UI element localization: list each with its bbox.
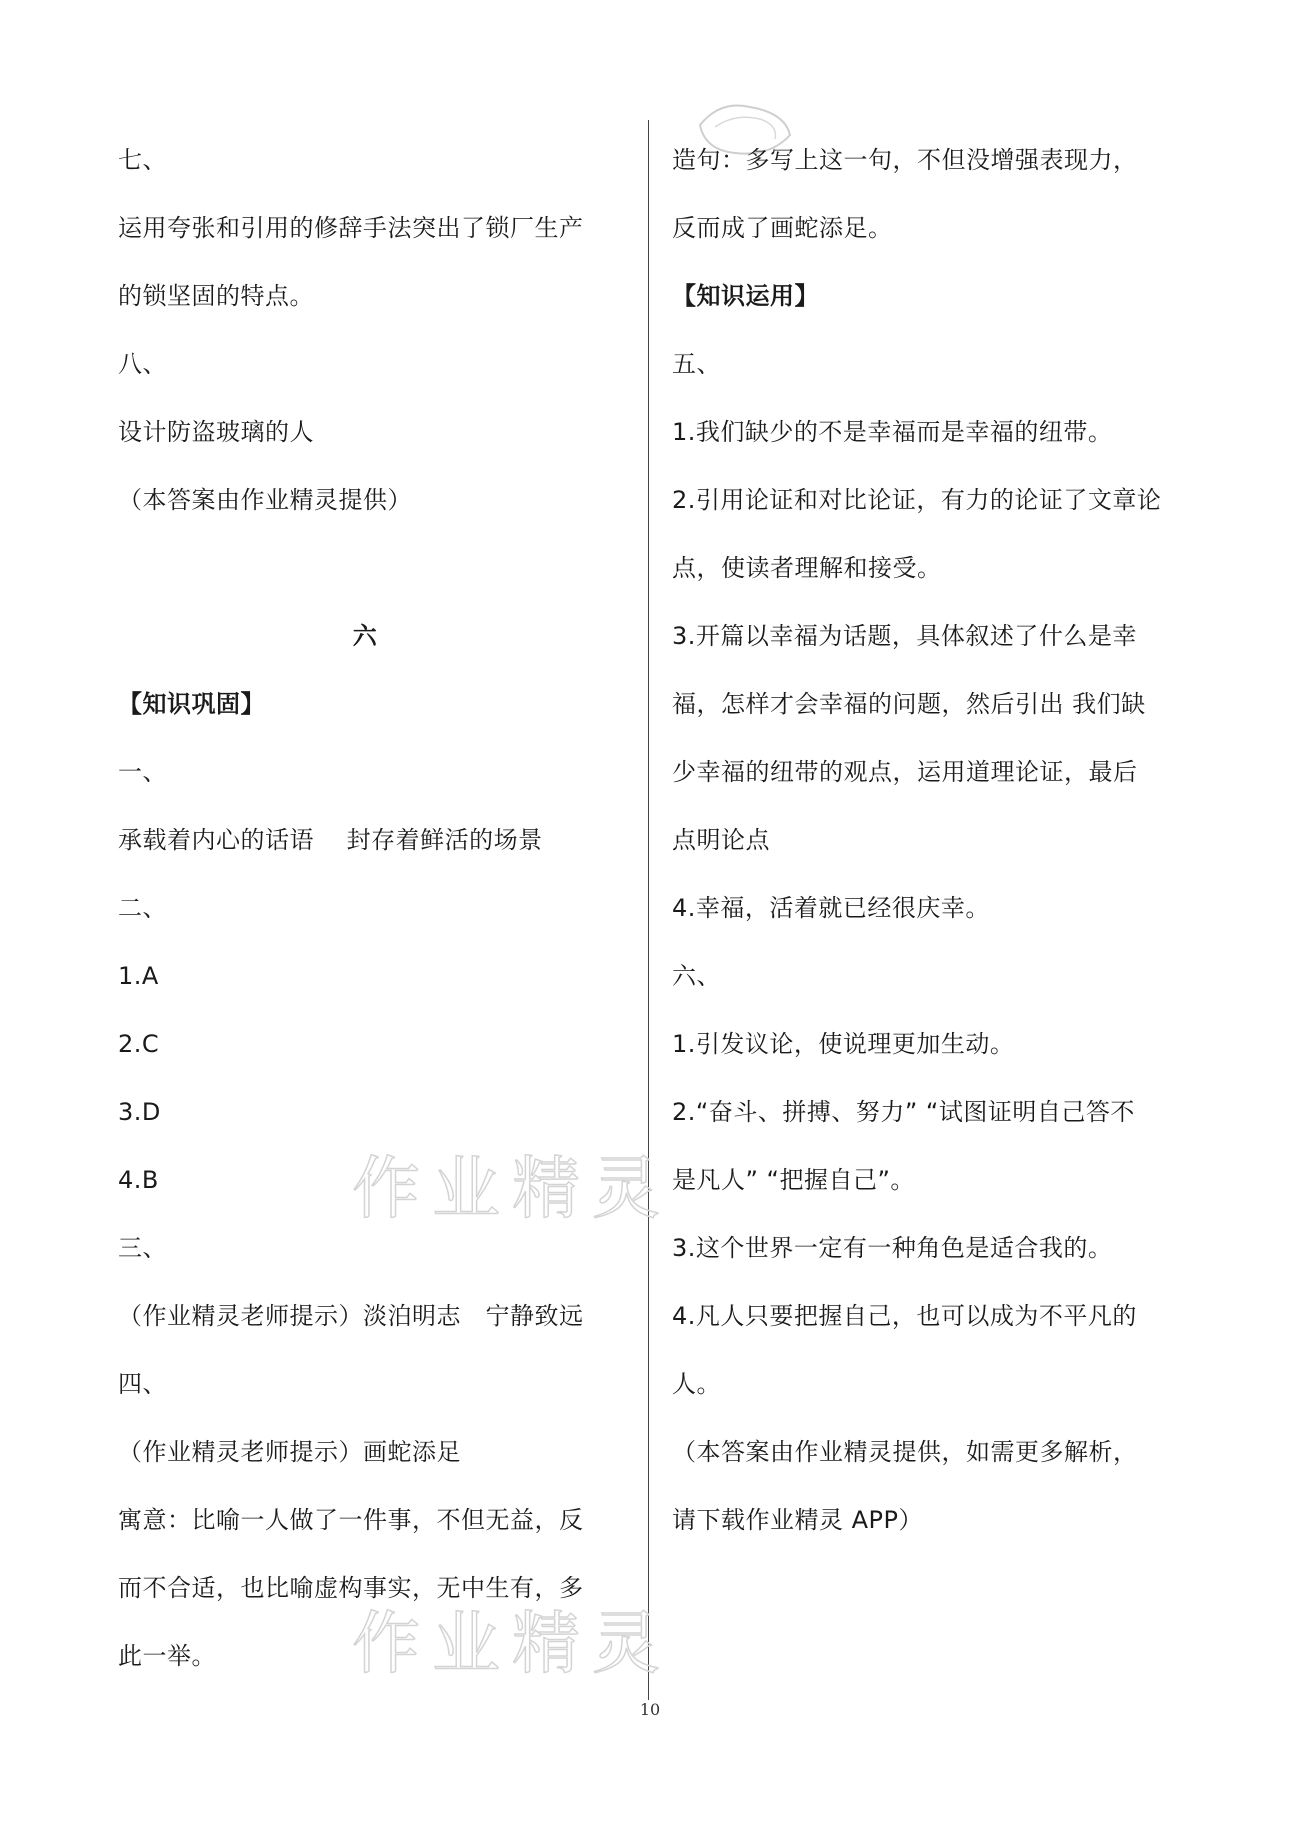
left-column-line: 4.B (118, 1166, 159, 1194)
right-column-line: 点明论点 (672, 826, 770, 854)
left-column-line: 二、 (118, 894, 167, 922)
right-column-line: 3.开篇以幸福为话题，具体叙述了什么是幸 (672, 622, 1137, 650)
watermark-text: 作业精灵 (352, 1605, 673, 1684)
left-column-line: 的锁坚固的特点。 (118, 282, 314, 310)
left-column-line: 八、 (118, 350, 167, 378)
right-column-line: 少幸福的纽带的观点，运用道理论证，最后 (672, 758, 1138, 786)
left-column-line: 运用夸张和引用的修辞手法突出了锁厂生产 (118, 214, 584, 242)
left-column (118, 126, 638, 1690)
section-heading: 【知识巩固】 (118, 690, 265, 718)
left-column-line: 一、 (118, 758, 167, 786)
right-column-line: （本答案由作业精灵提供，如需更多解析， (672, 1438, 1138, 1466)
section-heading: 【知识运用】 (672, 282, 819, 310)
left-column-line: 四、 (118, 1370, 167, 1398)
page-number: 10 (639, 1700, 661, 1719)
left-column-line: （作业精灵老师提示）淡泊明志 宁静致远 (118, 1302, 584, 1330)
right-column-line: 反而成了画蛇添足。 (672, 214, 893, 242)
spacer (118, 534, 638, 602)
left-column-line: 承载着内心的话语 封存着鲜活的场景 (118, 826, 543, 854)
left-column-line: 七、 (118, 146, 167, 174)
right-column-line: 1.引发议论，使说理更加生动。 (672, 1030, 1015, 1058)
right-column-line: 2.引用论证和对比论证，有力的论证了文章论 (672, 486, 1162, 514)
left-column-line: 3.D (118, 1098, 161, 1126)
left-column-line: 设计防盗玻璃的人 (118, 418, 314, 446)
right-column-line: 4.凡人只要把握自己，也可以成为不平凡的 (672, 1302, 1137, 1330)
right-column-line: 4.幸福，活着就已经很庆幸。 (672, 894, 990, 922)
right-column-line: 是凡人” “把握自己”。 (672, 1166, 915, 1194)
right-column-line: 造句：多写上这一句，不但没增强表现力， (672, 146, 1138, 174)
right-column-line: 六、 (672, 962, 721, 990)
right-column-line: 2.“奋斗、拼搏、努力” “试图证明自己答不 (672, 1098, 1135, 1126)
left-column-line: （本答案由作业精灵提供） (118, 486, 412, 514)
left-column-line: 寓意：比喻一人做了一件事，不但无益，反 (118, 1506, 584, 1534)
left-column-line: 2.C (118, 1030, 160, 1058)
watermark-text: 作业精灵 (352, 1150, 673, 1229)
left-column-line: 1.A (118, 962, 159, 990)
left-column-line: 此一举。 (118, 1642, 216, 1670)
right-column-line: 五、 (672, 350, 721, 378)
left-column-line: 三、 (118, 1234, 167, 1262)
right-column-line: 点，使读者理解和接受。 (672, 554, 942, 582)
section-title: 六 (352, 622, 378, 650)
left-column-line: （作业精灵老师提示）画蛇添足 (118, 1438, 461, 1466)
right-column-line: 人。 (672, 1370, 721, 1398)
right-column-line: 请下载作业精灵 APP） (672, 1506, 923, 1534)
right-column-line: 福，怎样才会幸福的问题，然后引出 我们缺 (672, 690, 1146, 718)
right-column-line: 1.我们缺少的不是幸福而是幸福的纽带。 (672, 418, 1113, 446)
left-column-line: 而不合适，也比喻虚构事实，无中生有，多 (118, 1574, 584, 1602)
column-divider (648, 120, 649, 1700)
right-column (672, 126, 1192, 1554)
right-column-line: 3.这个世界一定有一种角色是适合我的。 (672, 1234, 1113, 1262)
